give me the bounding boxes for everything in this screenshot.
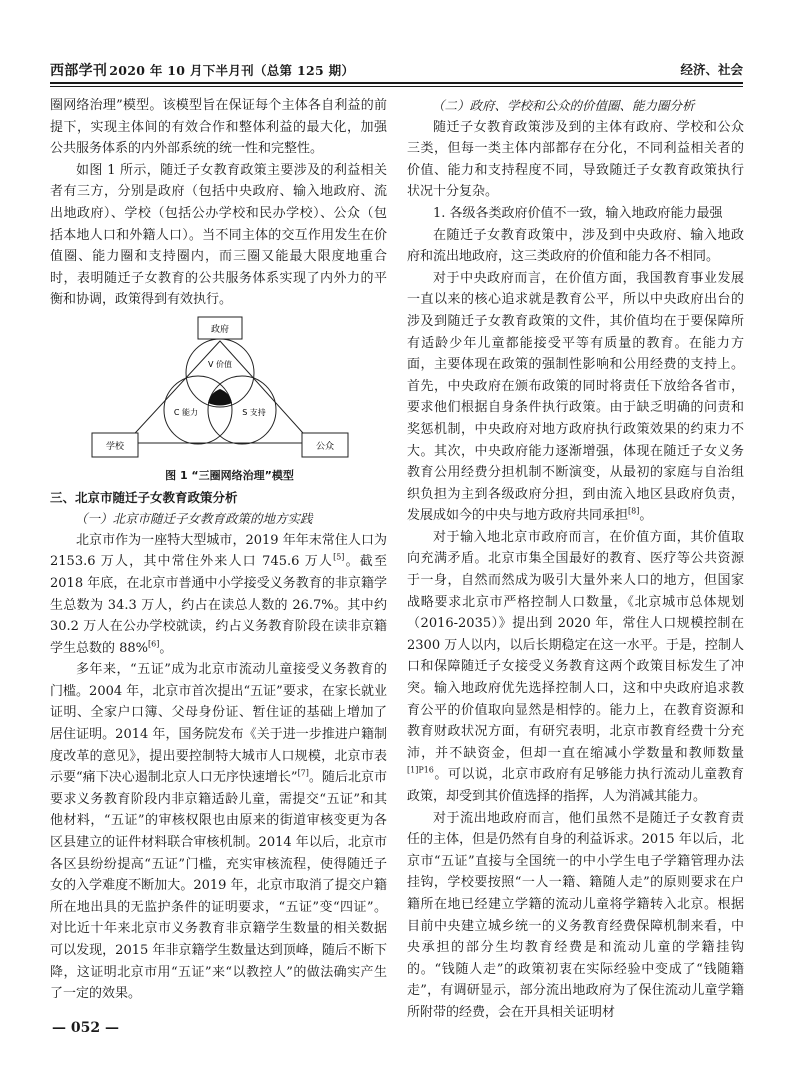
- paragraph: 随迁子女教育政策涉及到的主体有政府、学校和公众三类，但每一类主体内部都存在分化，不同利益相关者的价值、能力和支持程度不同，导致随迁子女教育政策执行状况十分复杂。: [407, 119, 744, 200]
- support-label: S 支持: [242, 407, 266, 417]
- school-label: 学校: [105, 441, 125, 452]
- right-column: [407, 95, 744, 1024]
- figure-three-circle-model: [50, 315, 387, 465]
- paragraph: 北京市作为一座特大型城市，2019 年年末常住人口为 2153.6 万人，其中常住外来人口 745.6 万人[5]。截至 2018 年底，在北京市普通中小学接受义务教育的非京籍学生总数为 34.3 万人，约占在读总人数的 26.7%。其中约 30.2 万人在公办学校就读，约占义务教育阶段在读非京籍学生总数的 88%[6]。: [50, 532, 387, 656]
- paragraph: 圈网络治理”模型。该模型旨在保证每个主体各自利益的前提下，实现主体间的有效合作和整体利益的最大化，加强公共服务体系的内外部系统的统一性和完整性。: [50, 98, 387, 157]
- figure-caption: 图 1 “三圈网络治理”模型: [165, 468, 294, 482]
- header-rule-thin: [50, 86, 743, 87]
- citation: [1]P16: [407, 766, 434, 776]
- section-label: 经济、社会: [680, 62, 743, 77]
- running-header: [50, 58, 743, 82]
- paragraph: 多年来，“五证”成为北京市流动儿童接受义务教育的门槛。2004 年，北京市首次提出“五证”要求，在家长就业证明、全家户口簿、父母身份证、暂住证的基础上增加了居住证明。2014 年，国务院发布《关于进一步推进户籍制度改革的意见》，提出要控制特大城市人口规模，北京市表示要“痛下决心遏制北京人口无序快速增长”[7]。随后北京市要求义务教育阶段内非京籍适龄儿童，需提交“五证”和其他材料，“五证”的审核权限也由原来的街道审核变更为各区县建立的证件材料联合审核机制。2014 年以后，北京市各区县纷纷提高“五证”门槛，充实审核流程，使得随迁子女的入学难度不断加大。2019 年，北京市取消了提交户籍所在地出具的无监护条件的证明要求，“五证”变“四证”。对比近十年来北京市义务教育非京籍学生数量的相关数据可以发现，2015 年非京籍学生数量达到顶峰，随后不断下降，这证明北京市用“五证”来“以教控人”的做法确实产生了一定的效果。: [50, 662, 387, 1002]
- left-column: [50, 95, 387, 1005]
- header-rule: [50, 82, 743, 84]
- gov-label: 政府: [210, 324, 230, 335]
- issue-info: 2020 年 10 月下半月刊（总第 125 期）: [109, 63, 355, 78]
- paragraph: 对于中央政府而言，在价值方面，我国教育事业发展一直以来的核心追求就是教育公平，所以中央政府出台的涉及到随迁子女教育政策的文件，其价值均在于要保障所有适龄少年儿童都能接受平等有质量的教育。在能力方面，主要体现在政策的强制性影响和公用经费的支持上。首先，中央政府在颁布政策的同时将责任下放给各省市，要求他们根据自身条件执行政策。由于缺乏明确的问责和奖惩机制，中央政府对地方政府执行政策效果的约束力不大。其次，中央政府能力逐渐增强，体现在随迁子女义务教育公用经费分担机制不断演变，从最初的家庭与自治组织负担为主到各级政府分担，到由流入地区县政府负责，发展成如今的中央与地方政府共同承担[8]。: [407, 270, 744, 524]
- intersection-area: [208, 389, 232, 406]
- value-label: V 价值: [207, 359, 233, 369]
- subsubsection-heading: 1. 各级各类政府价值不一致，输入地政府能力最强: [433, 205, 723, 221]
- subsection-heading: （二）政府、学校和公众的价值圈、能力圈分析: [432, 98, 695, 113]
- subsection-heading: （一）北京市随迁子女教育政策的地方实践: [75, 511, 313, 527]
- citation: [8]: [628, 506, 640, 516]
- paragraph: 如图 1 所示，随迁子女教育政策主要涉及的利益相关者有三方，分别是政府（包括中央政府、输入地政府、流出地政府）、学校（包括公办学校和民办学校）、公众（包括本地人口和外籍人口）。当不同主体的交互作用发生在价值圈、能力圈和支持圈内，而三圈又能最大限度地重合时，表明随迁子女教育的公共服务体系实现了内外力的平衡和协调，政策得到有效执行。: [50, 162, 387, 308]
- capability-label: C 能力: [173, 407, 199, 417]
- citation: [5]: [333, 552, 345, 562]
- section-heading: 三、北京市随迁子女教育政策分析: [50, 489, 238, 505]
- public-label: 公众: [315, 441, 335, 452]
- paragraph: 对于流出地政府而言，他们虽然不是随迁子女教育责任的主体，但是仍然有自身的利益诉求。2015 年以后，北京市“五证”直接与全国统一的中小学生电子学籍管理办法挂钩，学校要按照“一人一籍、籍随人走”的原则要求在户籍所在地已经建立学籍的流动儿童将学籍转入北京。根据目前中央建立城乡统一的义务教育经费保障机制来看，中央承担的部分生均教育经费是和流动儿童的学籍挂钩的。“钱随人走”的政策初衷在实际经验中变成了“钱随籍走”，有调研显示，部分流出地政府为了保住流动儿童学籍所附带的经费，会在开具相关证明材: [407, 810, 744, 1020]
- journal-masthead: 西部学刊: [50, 63, 108, 79]
- citation: [7]: [297, 768, 309, 778]
- paragraph: 对于输入地北京市政府而言，在价值方面，其价值取向充满矛盾。北京市集全国最好的教育、医疗等公共资源于一身，自然而然成为吸引大量外来人口的地方，但国家战略要求北京市严格控制人口数量，《北京城市总体规划（2016-2035）》提出到 2020 年，常住人口规模控制在 2300 万人以内，以后长期稳定在这一水平。于是，控制人口和保障随迁子女接受义务教育这两个政策目标发生了冲突。输入地政府优先选择控制人口，这和中央政府追求教育公平的价值取向显然是相悖的。能力上，在教育资源和教育财政状况方面，有研究表明，北京市教育经费十分充沛，并不缺资金，但却一直在缩减小学数量和教师数量$^{[1]P16}$。可以说，北京市政府有足够能力执行流动儿童教育政策，却受到其价值选择的指挥，人为消减其能力。: [407, 529, 744, 804]
- three-circle-diagram: [80, 315, 360, 465]
- page-number: — 052 —: [52, 1020, 119, 1036]
- paragraph: 在随迁子女教育政策中，涉及到中央政府、输入地政府和流出地政府，这三类政府的价值和能力各不相同。: [407, 227, 744, 265]
- journal-issue: [50, 60, 354, 80]
- citation: [6]: [148, 639, 160, 649]
